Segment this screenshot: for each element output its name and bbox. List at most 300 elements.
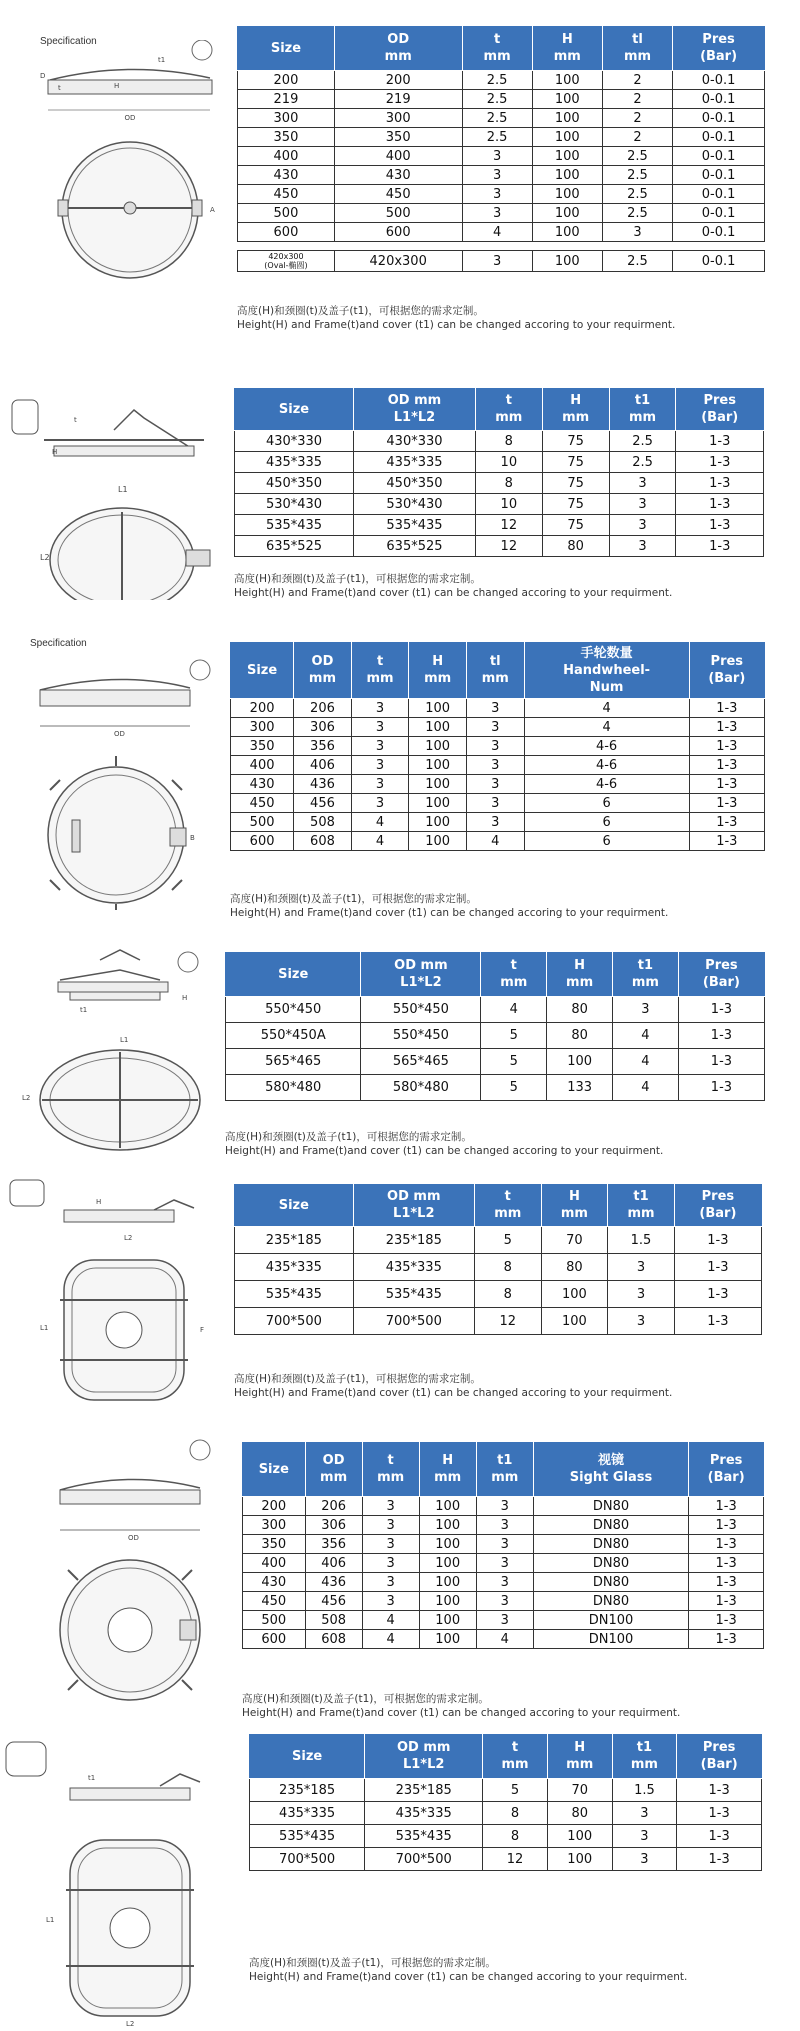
table-cell: 3	[613, 997, 679, 1023]
table-cell: 235*185	[353, 1227, 474, 1254]
table-cell: 3	[476, 1592, 533, 1611]
table-cell: 2	[602, 128, 672, 147]
label-b: B	[190, 834, 195, 842]
table-cell: 550*450	[226, 997, 361, 1023]
header-line: mm	[628, 410, 657, 425]
table-cell: 75	[542, 452, 609, 473]
table-row	[226, 1075, 765, 1101]
header-line: H	[432, 654, 444, 669]
table-cell: 5	[483, 1779, 548, 1802]
header-line: H	[574, 1740, 586, 1755]
header-line: H	[574, 958, 586, 973]
label-l2: L2	[124, 1234, 133, 1242]
column-header	[483, 1734, 548, 1779]
table-cell: DN80	[533, 1573, 689, 1592]
column-header	[250, 1734, 365, 1779]
table-cell: 430*330	[354, 431, 476, 452]
header-line: t	[493, 32, 501, 47]
note-cn: 高度(H)和颈圈(t)及盖子(t1)，可根据您的需求定制。	[234, 573, 481, 585]
header-line: Num	[589, 679, 624, 695]
table-row	[235, 1281, 762, 1308]
table-cell: 100	[409, 775, 467, 794]
table-cell: 1-3	[677, 1802, 762, 1825]
column-header	[238, 26, 335, 71]
column-header	[353, 1184, 474, 1227]
header-line: mm	[481, 671, 509, 686]
table-cell: 600	[243, 1630, 306, 1649]
table-cell: 206	[294, 699, 352, 718]
column-header	[409, 642, 467, 699]
table-cell: 2	[602, 109, 672, 128]
table-cell: 80	[541, 1254, 608, 1281]
table-cell: 435*335	[365, 1802, 483, 1825]
table-row	[243, 1630, 764, 1649]
table-row	[235, 452, 764, 473]
table-cell: 1-3	[676, 431, 764, 452]
table-cell: 3	[462, 185, 532, 204]
header-line: L1*L2	[393, 410, 436, 425]
spec-table-3	[230, 642, 765, 851]
header-line: Handwheel-	[563, 662, 651, 678]
column-header	[532, 26, 602, 71]
table-cell: 70	[541, 1227, 608, 1254]
table-row	[235, 431, 764, 452]
spec-table-5	[234, 1184, 762, 1335]
section-7	[0, 1730, 800, 2031]
section-6	[0, 1430, 800, 1730]
table-cell: 3	[476, 1611, 533, 1630]
header-line: (Bar)	[699, 1206, 737, 1221]
header-row	[243, 1442, 764, 1497]
header-line: t1	[497, 1453, 513, 1468]
table-row	[238, 109, 765, 128]
table-cell: 456	[294, 794, 352, 813]
manhole-diagram-1	[30, 40, 230, 280]
column-header	[362, 1442, 419, 1497]
header-line: (Bar)	[700, 49, 738, 64]
table-cell: 100	[419, 1497, 476, 1516]
note-cn: 高度(H)和颈圈(t)及盖子(t1)，可根据您的需求定制。	[225, 1131, 472, 1143]
header-row	[235, 388, 764, 431]
column-header	[235, 1184, 354, 1227]
table-cell: 450*350	[235, 473, 354, 494]
gap-cell	[602, 242, 672, 251]
header-line: mm	[500, 975, 528, 990]
header-line: OD mm	[396, 1740, 451, 1755]
header-line: H	[442, 1453, 454, 1468]
header-line: (Bar)	[707, 1470, 745, 1485]
table-row	[231, 699, 765, 718]
table-cell: 80	[547, 1023, 613, 1049]
table-row	[231, 832, 765, 851]
table-cell: DN80	[533, 1592, 689, 1611]
table-cell: DN80	[533, 1554, 689, 1573]
header-line: OD mm	[387, 1189, 441, 1204]
header-line: t1	[636, 1740, 653, 1755]
table-row	[250, 1825, 762, 1848]
column-header	[533, 1442, 689, 1497]
table-cell: 0-0.1	[673, 71, 765, 90]
label-t: t	[58, 84, 61, 92]
table-row	[238, 90, 765, 109]
header-line: Pres	[709, 1453, 743, 1468]
table-cell: 306	[294, 718, 352, 737]
table-cell: 500	[334, 204, 462, 223]
column-header	[609, 388, 676, 431]
table-cell: 535*435	[354, 515, 476, 536]
section-4	[0, 940, 800, 1160]
header-line: t	[504, 1189, 511, 1204]
column-header	[354, 388, 476, 431]
header-line: OD	[387, 32, 410, 47]
table-cell: 1-3	[689, 1592, 764, 1611]
table-cell: 5	[474, 1227, 541, 1254]
table-row	[243, 1535, 764, 1554]
table-cell: 100	[547, 1049, 613, 1075]
table-row	[235, 515, 764, 536]
column-header	[541, 1184, 608, 1227]
table-cell: 3	[476, 1516, 533, 1535]
table-cell: 75	[542, 473, 609, 494]
gap-cell	[532, 242, 602, 251]
header-line: L1*L2	[400, 975, 442, 990]
table-row	[238, 204, 765, 223]
table-cell: 2.5	[602, 251, 672, 272]
table-cell: 12	[474, 1308, 541, 1335]
table-cell: 100	[419, 1630, 476, 1649]
table-cell: 8	[483, 1825, 548, 1848]
header-line: t	[511, 1740, 519, 1755]
header-line: L1*L2	[393, 1206, 435, 1221]
table-row	[250, 1848, 762, 1871]
table-cell: 565*465	[361, 1049, 481, 1075]
table-cell: 700*500	[235, 1308, 354, 1335]
table-gap	[238, 242, 765, 251]
spec-table-7	[249, 1734, 762, 1871]
table-cell: 3	[476, 1573, 533, 1592]
column-header	[689, 1442, 764, 1497]
table-cell: 1-3	[689, 1573, 764, 1592]
header-line: mm	[631, 975, 659, 990]
table-cell: 4-6	[524, 737, 689, 756]
table-cell: 1-3	[678, 997, 764, 1023]
note-en: Height(H) and Frame(t)and cover (t1) can be changed accoring to your requirment.	[225, 1145, 664, 1157]
note-6	[242, 1692, 680, 1720]
column-header	[547, 1734, 612, 1779]
header-line: Size	[246, 662, 278, 678]
table-cell: 356	[294, 737, 352, 756]
table-cell: 2.5	[462, 109, 532, 128]
manhole-diagram-4	[10, 940, 220, 1155]
table-cell: DN100	[533, 1611, 689, 1630]
table-row	[235, 1227, 762, 1254]
table-cell: 500	[238, 204, 335, 223]
table-cell: 12	[483, 1848, 548, 1871]
table-cell: 3	[612, 1802, 677, 1825]
table-cell: 350	[334, 128, 462, 147]
table-cell: 4	[481, 997, 547, 1023]
table-row	[235, 473, 764, 494]
table-cell: 100	[532, 223, 602, 242]
table-cell: 3	[362, 1516, 419, 1535]
gap-cell	[462, 242, 532, 251]
table-cell: 608	[294, 832, 352, 851]
table-cell: 3	[362, 1535, 419, 1554]
label-od: OD	[114, 730, 125, 738]
table-cell: 100	[419, 1592, 476, 1611]
gap-cell	[673, 242, 765, 251]
table-cell: 3	[602, 223, 672, 242]
label-l2: L2	[22, 1094, 31, 1102]
table-cell: 1-3	[689, 699, 764, 718]
table-row	[231, 775, 765, 794]
table-row	[231, 737, 765, 756]
oval-size-line: (Oval-椭圆)	[264, 261, 308, 270]
table-cell: 3	[466, 794, 524, 813]
table-cell: 3	[609, 473, 676, 494]
table-cell: 100	[419, 1516, 476, 1535]
table-cell: 1-3	[689, 794, 764, 813]
table-cell: 1-3	[689, 813, 764, 832]
table-cell: 430	[243, 1573, 306, 1592]
table-cell: 4	[362, 1611, 419, 1630]
header-line: mm	[434, 1470, 462, 1485]
table-cell: 3	[362, 1592, 419, 1611]
table-row	[231, 794, 765, 813]
table-cell: 2.5	[609, 431, 676, 452]
table-cell: 4	[476, 1630, 533, 1649]
table-cell: 4	[351, 813, 409, 832]
table-cell: 300	[238, 109, 335, 128]
table-cell: 3	[351, 794, 409, 813]
table-cell: 6	[524, 832, 689, 851]
table-cell: 10	[475, 494, 542, 515]
table-cell: 430	[334, 166, 462, 185]
label-h: H	[114, 82, 120, 90]
table-cell: 1-3	[689, 775, 764, 794]
header-line: Size	[258, 1461, 289, 1477]
table-cell: 1-3	[674, 1281, 761, 1308]
table-cell: 3	[608, 1308, 675, 1335]
table-cell: 100	[547, 1848, 612, 1871]
table-cell: 1-3	[676, 494, 764, 515]
column-header	[243, 1442, 306, 1497]
table-cell: 1-3	[674, 1227, 761, 1254]
column-header	[305, 1442, 362, 1497]
column-header	[462, 26, 532, 71]
table-cell: 0-0.1	[673, 128, 765, 147]
table-cell: 535*435	[365, 1825, 483, 1848]
spec-table-6	[242, 1442, 764, 1649]
note-en: Height(H) and Frame(t)and cover (t1) can be changed accoring to your requirment.	[234, 1387, 673, 1399]
manhole-diagram-2	[4, 390, 214, 600]
header-line: mm	[308, 671, 337, 686]
gap-cell	[334, 242, 462, 251]
table-cell: 2.5	[609, 452, 676, 473]
column-header	[294, 642, 352, 699]
spec-table-2	[234, 388, 764, 557]
table-cell: 4-6	[524, 756, 689, 775]
section-5	[0, 1170, 800, 1410]
table-cell: 450	[238, 185, 335, 204]
table-cell: 600	[334, 223, 462, 242]
table-cell: 420x300	[334, 251, 462, 272]
label-f: F	[200, 1326, 205, 1334]
table-cell: 1-3	[678, 1075, 764, 1101]
table-cell: 8	[475, 431, 542, 452]
table-cell: 3	[462, 204, 532, 223]
table-row	[226, 997, 765, 1023]
header-line: OD mm	[394, 958, 448, 973]
header-line: Size	[292, 1748, 323, 1764]
table-cell: 456	[305, 1592, 362, 1611]
table-row	[238, 71, 765, 90]
label-d: D	[40, 72, 46, 80]
header-line: 手轮数量	[580, 645, 633, 661]
column-header	[677, 1734, 762, 1779]
header-line: mm	[562, 410, 590, 425]
table-cell: 350	[243, 1535, 306, 1554]
table-cell: 80	[542, 536, 609, 557]
table-cell: 100	[532, 90, 602, 109]
header-line: Size	[278, 401, 310, 417]
header-line: Size	[270, 40, 302, 56]
table-cell: DN80	[533, 1535, 689, 1554]
table-row	[231, 813, 765, 832]
table-cell: 5	[481, 1075, 547, 1101]
table-cell: 100	[409, 794, 467, 813]
table-cell: 219	[238, 90, 335, 109]
table-cell: 3	[351, 756, 409, 775]
header-line: H	[568, 1189, 580, 1204]
table-cell: 100	[409, 813, 467, 832]
note-cn: 高度(H)和颈圈(t)及盖子(t1)，可根据您的需求定制。	[237, 305, 484, 317]
table-cell: 4	[524, 718, 689, 737]
table-cell: 406	[294, 756, 352, 775]
table-cell: 100	[532, 166, 602, 185]
header-line: L1*L2	[402, 1757, 445, 1772]
table-cell: 3	[466, 775, 524, 794]
table-cell: 1-3	[678, 1049, 764, 1075]
table-cell: 3	[476, 1497, 533, 1516]
header-line: mm	[495, 410, 523, 425]
note-2	[234, 572, 672, 600]
table-cell: 700*500	[365, 1848, 483, 1871]
table-cell: 635*525	[235, 536, 354, 557]
table-cell: 2.5	[602, 204, 672, 223]
table-cell: 3	[609, 536, 676, 557]
note-en: Height(H) and Frame(t)and cover (t1) can be changed accoring to your requirment.	[234, 587, 673, 599]
column-header	[365, 1734, 483, 1779]
table-cell: 1-3	[689, 1611, 764, 1630]
table-row	[243, 1497, 764, 1516]
table-cell: 1-3	[677, 1779, 762, 1802]
table-cell: 508	[305, 1611, 362, 1630]
table-cell: 100	[532, 71, 602, 90]
table-cell: 1-3	[676, 515, 764, 536]
column-header	[613, 952, 679, 997]
table-row	[235, 1254, 762, 1281]
table-cell: 3	[362, 1497, 419, 1516]
header-line: mm	[501, 1757, 529, 1772]
table-row	[238, 166, 765, 185]
table-cell: 100	[532, 128, 602, 147]
header-row	[250, 1734, 762, 1779]
table-cell: 0-0.1	[673, 185, 765, 204]
column-header	[547, 952, 613, 997]
table-cell: 1-3	[677, 1848, 762, 1871]
table-cell: 100	[541, 1308, 608, 1335]
table-cell: 2.5	[462, 128, 532, 147]
label-t1: t1	[80, 1006, 88, 1014]
header-line: t	[387, 1453, 394, 1468]
table-cell: 219	[334, 90, 462, 109]
column-header	[334, 26, 462, 71]
table-cell: 2.5	[602, 185, 672, 204]
table-cell: 436	[305, 1573, 362, 1592]
header-line: mm	[366, 671, 394, 686]
table-cell: 306	[305, 1516, 362, 1535]
label-h: H	[96, 1198, 102, 1206]
table-row	[231, 756, 765, 775]
table-cell: 400	[334, 147, 462, 166]
column-header	[673, 26, 765, 71]
label-h: H	[182, 994, 188, 1002]
label-t: t	[74, 416, 77, 424]
table-cell: 535*435	[235, 515, 354, 536]
table-cell: 508	[294, 813, 352, 832]
table-cell: 3	[351, 699, 409, 718]
column-header	[602, 26, 672, 71]
column-header	[612, 1734, 677, 1779]
label-h: H	[52, 448, 58, 456]
header-line: H	[561, 32, 573, 47]
table-cell: 3	[608, 1254, 675, 1281]
table-cell: 3	[462, 166, 532, 185]
table-cell: 550*450	[361, 997, 481, 1023]
table-cell: 436	[294, 775, 352, 794]
table-row	[238, 147, 765, 166]
table-cell: 200	[243, 1497, 306, 1516]
header-line: mm	[377, 1470, 405, 1485]
table-cell: 700*500	[353, 1308, 474, 1335]
table-cell: 535*435	[235, 1281, 354, 1308]
header-line: t1	[634, 393, 651, 408]
label-a: A	[210, 206, 215, 214]
table-cell: 600	[238, 223, 335, 242]
header-line: (Bar)	[702, 975, 740, 990]
table-cell: 235*185	[365, 1779, 483, 1802]
header-line: tl	[489, 654, 501, 669]
table-cell: 3	[462, 251, 532, 272]
table-cell: 100	[409, 756, 467, 775]
table-cell: 3	[362, 1554, 419, 1573]
table-cell: 450	[243, 1592, 306, 1611]
column-header	[608, 1184, 675, 1227]
note-en: Height(H) and Frame(t)and cover (t1) can be changed accoring to your requirment.	[242, 1707, 681, 1719]
table-row	[226, 1023, 765, 1049]
table-cell: 435*335	[250, 1802, 365, 1825]
table-cell: 356	[305, 1535, 362, 1554]
note-en: Height(H) and Frame(t)and cover (t1) can be changed accoring to your requirment.	[237, 319, 676, 331]
header-line: mm	[627, 1206, 655, 1221]
table-cell: 300	[231, 718, 294, 737]
column-header	[351, 642, 409, 699]
manhole-diagram-3	[20, 650, 220, 910]
column-header	[678, 952, 764, 997]
label-od: OD	[128, 1534, 139, 1542]
table-row	[243, 1611, 764, 1630]
